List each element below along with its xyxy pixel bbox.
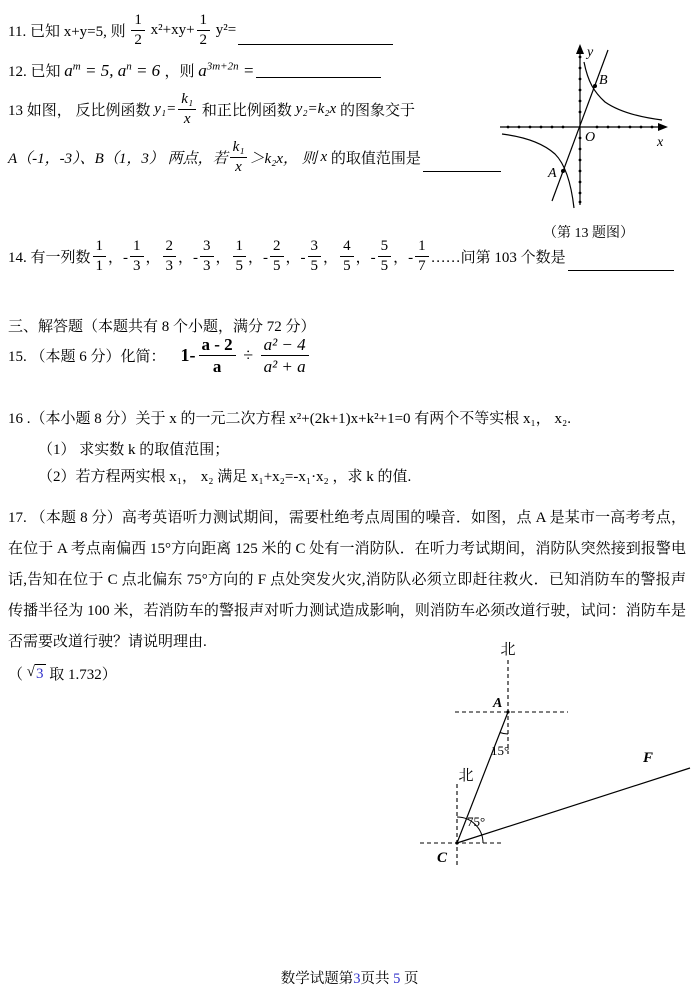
q15-fraction-1 [199,336,236,375]
x-axis-arrow [658,123,668,131]
q11-fraction-2 [197,13,211,48]
radicand: 3 [36,666,44,682]
footer-text-post: 页 [400,971,419,987]
origin-label: O [585,130,596,145]
fraction-numerator: 1 [93,239,107,257]
point-a-dot [506,710,509,713]
fraction-denominator: a² + a [263,357,306,376]
q11-text-pre: 11. 已知 x+y=5, 则 [8,24,130,40]
note-open: （ [8,667,27,683]
q13-text-post: 的取值范围是 [327,151,421,167]
q13-text-mid2: 的图象交于 [336,103,415,119]
seq-sep: ，- [285,250,306,266]
q15-lead: 1- [180,345,196,365]
fraction-numerator: 5 [378,239,392,257]
math-equals: = 6 [131,60,165,80]
question-14 [8,239,676,274]
seq-fraction [130,239,144,274]
q11-text-post: y²= [212,22,237,38]
fraction-denominator: 1 [95,258,104,274]
point-a-label: A [493,696,503,711]
math-base: a [198,60,207,80]
north-label-a: 北 [500,642,516,658]
fraction-numerator: 2 [270,239,284,257]
fraction-numerator: 4 [340,239,354,257]
q13-text-pre: 13 如图， 反比例函数 [8,103,155,119]
q15-formula [181,336,312,375]
fraction-numerator: a² − 4 [261,336,309,356]
point-b-label: B [599,73,608,88]
angle-c-label: 75° [467,814,486,829]
dashed-lines [420,660,568,868]
answer-blank [238,31,393,45]
fraction-denominator: 5 [273,258,281,274]
q12-text-mid: ，则 [164,64,199,80]
math-equals: = [238,60,255,80]
point-b-dot [593,84,597,88]
question-15 [8,336,312,375]
seq-sep: ，- [248,250,269,266]
x-axis-label: x [657,135,664,150]
page-footer [0,950,692,988]
fraction-numerator: 1 [233,239,247,257]
footer-total-pages: 5 [393,971,401,987]
radical-sign: √ [26,664,35,680]
seq-sep: ，- [355,250,376,266]
point-c-label: C [437,850,448,866]
q16-item-2: （2）若方程两实根 x₁， x₂ 满足 x₁+x₂=-x₁·x₂ ，求 k 的值. [38,469,412,485]
fraction-denominator: 5 [235,258,244,274]
fraction-numerator: 3 [200,239,214,257]
fraction-numerator: k₁ [230,140,248,158]
fraction-denominator: x [235,159,242,175]
fraction-denominator: 2 [134,32,142,48]
seq-sep: ，- [108,250,129,266]
answer-blank [568,257,674,271]
footer-text-mid: 页共 [360,971,394,987]
point-f-label: F [643,750,654,766]
q13-fraction-k1x-2 [230,140,248,175]
question-13-line1 [8,92,415,127]
seq-sep: ，- [178,250,199,266]
math-base: a [117,60,127,80]
q17-sqrt-note [8,663,117,684]
point-a-dot [561,169,565,173]
q12-math-3 [198,61,254,81]
section-3-heading: 三、解答题（本题共有 8 个小题，满分 72 分） [8,319,316,335]
seq-fraction [308,239,322,274]
angle-a-label: 15° [491,743,510,758]
point-a-label: A [548,166,557,181]
q11-fraction-1 [131,13,145,48]
fraction-numerator: 1 [130,239,144,257]
q16-stem: 16 .（本小题 8 分）关于 x 的一元二次方程 x²+(2k+1)x+k²+1=0 有两个不等实根 x₁， x₂. [8,411,571,427]
q12-text-pre: 12. 已知 [8,64,65,80]
math-exponent: 3m+2n [206,59,239,72]
seq-fraction [93,239,107,274]
fraction-denominator: x [183,111,191,127]
divide-operator: ÷ [238,345,258,365]
sqrt-expression [27,664,46,683]
seq-sep: ， [323,250,339,266]
math-equals: = 5, [80,60,118,80]
q13-inequality-text: ＞k₂x， 则 [249,151,321,167]
question-16 [8,407,686,486]
footer-text-pre: 数学试题第 [280,971,354,987]
math-base: a [64,60,73,80]
north-label-c: 北 [458,768,474,784]
fraction-denominator: 7 [418,258,426,274]
q14-text-pre: 14. 有一列数 [8,250,91,266]
q13-figure-graph [478,40,678,220]
fraction-denominator: a [212,357,222,376]
seq-fraction [233,239,247,274]
q13-y1-label: y₁= [154,101,177,117]
q13-fraction-k1x [178,92,196,127]
q12-math-1 [64,61,117,81]
note-close: 取 1.732） [45,667,117,683]
q16-item-1: （1） 求实数 k 的取值范围； [38,442,230,458]
hyperbola-branch-q1 [584,62,662,120]
y-axis-label: y [587,45,594,60]
answer-blank [256,64,381,78]
fraction-numerator: 1 [197,13,211,31]
q13-x-var: x [320,149,328,165]
fraction-denominator: 3 [133,258,141,274]
question-13-line2 [8,140,503,175]
angle-arc-a [500,733,508,735]
q14-text-post: ……问第 103 个数是 [430,250,566,266]
q15-text-pre: 15. （本题 6 分）化简： [8,349,181,365]
fraction-numerator: 2 [163,239,177,257]
ray-cf [457,768,690,843]
fraction-numerator: 3 [308,239,322,257]
q13-text-mid1: 和正比例函数 [198,103,296,119]
seq-sep: ，- [393,250,414,266]
fraction-numerator: 1 [131,13,145,31]
q15-fraction-2 [261,336,309,375]
seq-fraction [270,239,284,274]
seq-fraction [163,239,177,274]
seq-sep: ， [145,250,161,266]
q11-text-mid: x²+xy+ [146,22,195,38]
seq-fraction [340,239,354,274]
fraction-numerator: 1 [415,239,429,257]
q13-figure-caption: （第 13 题图） [543,226,634,241]
point-c-dot [455,841,458,844]
q17-figure-diagram [392,628,692,878]
math-exponent: n [126,59,132,72]
seq-fraction [378,239,392,274]
question-17-text: 17. （本题 8 分）高考英语听力测试期间，需要杜绝考点周围的噪音．如图，点 A 是某市一高考考点，在位于 A 考点南偏西 15°方向距离 125 米的 C 处有一消防队．在听力考试期间，消防队突然接到报警电话,告知在位于 C 点北偏东 75°方向的 F 点处突发火灾,消防队必须立即赶往救火．已知消防车的警报声传播半径为 100 米，若消防车的警报声对听力测试造成影响，则消防车必须改道行驶，试问：消防车是否需要改道行驶？请说明理由. [8,510,686,650]
q12-math-2 [118,61,165,81]
fraction-denominator: 5 [380,258,389,274]
fraction-numerator: a - 2 [199,336,236,356]
seq-sep: ， [215,250,231,266]
footer-page-number: 3 [353,971,361,987]
fraction-denominator: 3 [203,258,211,274]
seq-fraction [415,239,429,274]
math-exponent: m [72,59,81,72]
question-11 [8,13,395,48]
fraction-denominator: 2 [199,32,208,48]
fraction-denominator: 3 [165,258,174,274]
seq-fraction [200,239,214,274]
fraction-denominator: 5 [310,258,319,274]
q13-y2-label: y₂=k₂x [295,101,337,117]
question-12 [8,60,383,81]
fraction-numerator: k₁ [178,92,196,110]
fraction-denominator: 5 [343,258,351,274]
y-axis-arrow [576,44,584,54]
q13-points-text: A（-1，-3）、B（1，3） 两点，若 [8,151,228,167]
